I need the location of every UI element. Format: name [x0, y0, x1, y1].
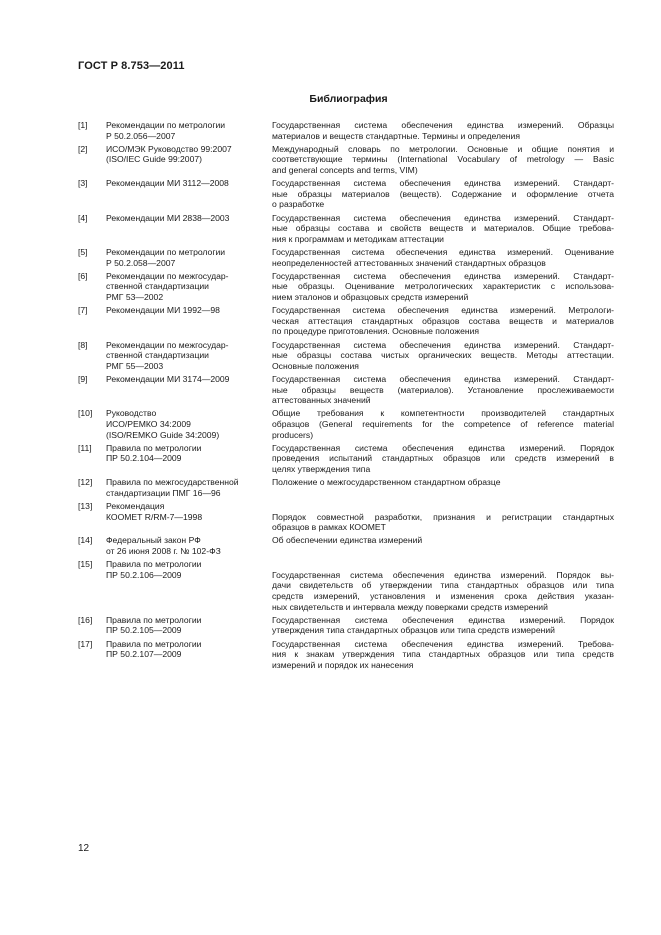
entry-source [106, 144, 268, 165]
entry-number: [1] [78, 120, 88, 130]
entry-description-line: о разработке [272, 199, 325, 210]
entry-source-line: Рекомендации по метрологии [106, 120, 226, 130]
entry-source [106, 639, 268, 660]
entry-source-line: от 26 июня 2008 г. № 102-ФЗ [106, 545, 221, 556]
entry-description-line: Государственная система обеспечения единства измерений. Метрологи- [272, 305, 614, 316]
entry-source-line: Рекомендации по межгосудар- [106, 339, 229, 350]
entry-description [272, 408, 614, 440]
entry-source-line: (ISO/REMKO Guide 34:2009) [106, 429, 220, 440]
entry-number: [11] [78, 442, 92, 453]
entry-description-line: Положение о межгосударственном стандартном образце [272, 477, 501, 488]
entry-description-line: Порядок совместной разработки, признания и регистрации стандартных [272, 511, 614, 522]
entry-source [106, 271, 268, 303]
entry-description-line: Государственная система обеспечения единства измерений. Порядок [272, 442, 614, 453]
entry-description-line: Государственная система обеспечения единства измерений. Порядок вы- [272, 569, 614, 580]
entry-source-line: Руководство [106, 408, 157, 419]
entry-source [106, 408, 268, 440]
entry-source [106, 477, 268, 498]
entry-number: [2] [78, 143, 88, 154]
page-number: 12 [78, 843, 90, 854]
entry-description-line: дачи свидетельств об утверждении типа стандартных образцов или типа [272, 580, 614, 591]
entry-source-line: Рекомендации МИ 3174—2009 [106, 374, 230, 384]
entry-description-line: измерений и порядок их нанесения [272, 659, 414, 670]
entry-number: [16] [78, 614, 93, 625]
entry-description-line: проведения испытаний стандартных образцов или средств измерений в [272, 453, 614, 464]
entry-source-line: Правила по метрологии [106, 638, 202, 649]
entry-number: [12] [78, 477, 93, 488]
entry-source [106, 120, 268, 141]
entry-number: [7] [78, 305, 88, 316]
entry-description-line: по процедуре приготовления. Основные положения [272, 326, 480, 337]
entry-source [106, 178, 268, 189]
entry-source-line: Р 50.2.056—2007 [106, 130, 176, 141]
entry-source [106, 340, 268, 372]
entry-description [272, 120, 614, 141]
entry-description [272, 559, 614, 612]
entry-description [272, 639, 614, 671]
entry-description-line: ные образцы веществ (материалов). Установление прослеживаемости [272, 384, 614, 395]
entry-description [272, 178, 614, 210]
entry-description-line: producers) [272, 429, 314, 440]
entry-description-line: Об обеспечении единства измерений [272, 535, 423, 546]
entry-source [106, 501, 268, 522]
entry-description-line: Государственная система обеспечения единства измерений. Оценивание [272, 247, 614, 257]
entry-description-line: ческая аттестация стандартных образцов состава веществ и материалов [272, 315, 614, 326]
entry-source [106, 615, 268, 636]
entry-description-line: Государственная система обеспечения единства измерений. Требова- [272, 638, 614, 649]
entry-source-line: ственной стандартизации [106, 281, 209, 292]
entry-source-line: (ISO/IEC Guide 99:2007) [106, 154, 203, 165]
entry-description-line: аттестованных значений [272, 395, 371, 406]
page-title: Библиография [309, 93, 388, 105]
entry-source-line: Федеральный закон РФ [106, 535, 201, 546]
entry-number: [8] [78, 339, 88, 350]
entry-description-line: материалов и веществ стандартные. Термины и определения [272, 130, 520, 141]
entry-number: [6] [78, 270, 88, 281]
entry-description-line: средств измерений, установления и изменения срока действия указан- [272, 590, 614, 601]
entry-source-line: РМГ 55—2003 [106, 360, 164, 371]
entry-number: [5] [78, 247, 88, 257]
entry-source [106, 247, 268, 268]
entry-source-line: Правила по межгосударственной [106, 477, 239, 488]
entry-description [272, 305, 614, 337]
entry-description-line: Международный словарь по метрологии. Основные и общие понятия и [272, 143, 614, 154]
entry-source-line: КООМЕТ R/RM-7—1998 [106, 511, 203, 522]
entry-description-line: неопределенностей аттестованных значений стандартных образцов [272, 257, 546, 268]
entry-source-line: Рекомендации МИ 1992—98 [106, 305, 220, 316]
entry-description-line [272, 559, 614, 570]
entry-number: [14] [78, 535, 93, 546]
entry-description-line [272, 501, 614, 512]
entry-source-line: Р 50.2.058—2007 [106, 257, 176, 268]
entry-description [272, 271, 614, 303]
entry-source-line: Правила по метрологии [106, 559, 202, 570]
entry-source-line: Рекомендации МИ 3112—2008 [106, 178, 229, 189]
entry-number: [4] [78, 212, 88, 223]
entry-source [106, 443, 268, 464]
entry-description-line: ния к знакам утверждения типа стандартных образцов или типа средств [272, 649, 614, 660]
entry-description-line: образцов в рамках КООМЕТ [272, 522, 386, 533]
entry-source-line: ПР 50.2.106—2009 [106, 569, 182, 580]
entry-source-line: Правила по метрологии [106, 614, 202, 625]
entry-description [272, 477, 614, 488]
entry-number: [13] [78, 501, 93, 511]
entry-description-line: Государственная система обеспечения единства измерений. Стандарт- [272, 212, 614, 223]
entry-description [272, 501, 614, 533]
entry-description [272, 213, 614, 245]
entry-description-line: ния к программам и методикам аттестации [272, 233, 444, 244]
entry-source [106, 213, 268, 224]
entry-source-line: стандартизации ПМГ 16—96 [106, 487, 221, 498]
entry-description-line: Государственная система обеспечения единства измерений. Порядок [272, 614, 614, 625]
entry-source-line: ИСО/РЕМКО 34:2009 [106, 418, 191, 429]
entry-source [106, 374, 268, 385]
entry-description-line: соответствующие термины (International Vocabulary of metrology — Basic [272, 154, 614, 165]
entry-description-line: Государственная система обеспечения единства измерений. Стандарт- [272, 339, 614, 350]
entry-source-line: ПР 50.2.107—2009 [106, 649, 182, 660]
entry-source [106, 559, 268, 580]
entry-source [106, 535, 268, 556]
entry-description [272, 340, 614, 372]
entry-description [272, 247, 614, 268]
entry-description [272, 535, 614, 546]
entry-description-line: ные образцы материалов (веществ). Содержание и оформление отчета [272, 188, 614, 199]
entry-description-line: Государственная система обеспечения единства измерений. Стандарт- [272, 270, 614, 281]
entry-source-line: ственной стандартизации [106, 350, 209, 361]
entry-source-line: Рекомендации МИ 2838—2003 [106, 212, 230, 223]
entry-description-line: Основные положения [272, 360, 359, 371]
entry-number: [15] [78, 559, 93, 570]
entry-source-line: ПР 50.2.104—2009 [106, 453, 182, 464]
entry-description-line: Государственная система обеспечения единства измерений. Стандарт- [272, 178, 614, 189]
entry-description-line: ные образцы состава и свойств веществ и материалов. Общие требова- [272, 223, 614, 234]
entry-description-line: ных свидетельств и интервала между поверками средств измерений [272, 601, 548, 612]
entry-source-line: ПР 50.2.105—2009 [106, 625, 182, 636]
entry-description-line: образцов (General requirements for the competence of reference material [272, 418, 614, 429]
entry-number: [10] [78, 408, 93, 419]
entry-number: [3] [78, 178, 88, 189]
entry-source-line: Рекомендации по межгосудар- [106, 270, 229, 281]
entry-description-line: ные образцы. Оценивание метрологических характеристик с использова- [272, 281, 614, 292]
entry-description-line: and general concepts and terms, VIM) [272, 164, 418, 175]
entry-number: [17] [78, 638, 93, 649]
entry-source-line: Рекомендации по метрологии [106, 247, 226, 257]
entry-description-line: Общие требования к компетентности производителей стандартных [272, 408, 614, 419]
entry-description [272, 144, 614, 176]
entry-source-line: Рекомендация [106, 501, 165, 511]
entry-description [272, 615, 614, 636]
entry-description-line: Государственная система обеспечения единства измерений. Образцы [272, 120, 614, 130]
entry-number: [9] [78, 374, 88, 384]
entry-source-line: ИСО/МЭК Руководство 99:2007 [106, 143, 232, 154]
entry-description [272, 374, 614, 406]
entry-source-line: РМГ 53—2002 [106, 291, 164, 302]
entry-source-line: Правила по метрологии [106, 442, 202, 453]
entry-description-line: ные образцы состава чистых органических веществ. Методы аттестации. [272, 350, 614, 361]
entry-description-line: нием эталонов и образцовых средств измерений [272, 291, 469, 302]
entry-description-line: целях утверждения типа [272, 463, 371, 474]
entry-description-line: Государственная система обеспечения единства измерений. Стандарт- [272, 374, 614, 384]
entry-description [272, 443, 614, 475]
document-header: ГОСТ Р 8.753—2011 [78, 60, 185, 72]
entry-source [106, 305, 268, 316]
entry-description-line: утверждения типа стандартных образцов или типа средств измерений [272, 625, 555, 636]
